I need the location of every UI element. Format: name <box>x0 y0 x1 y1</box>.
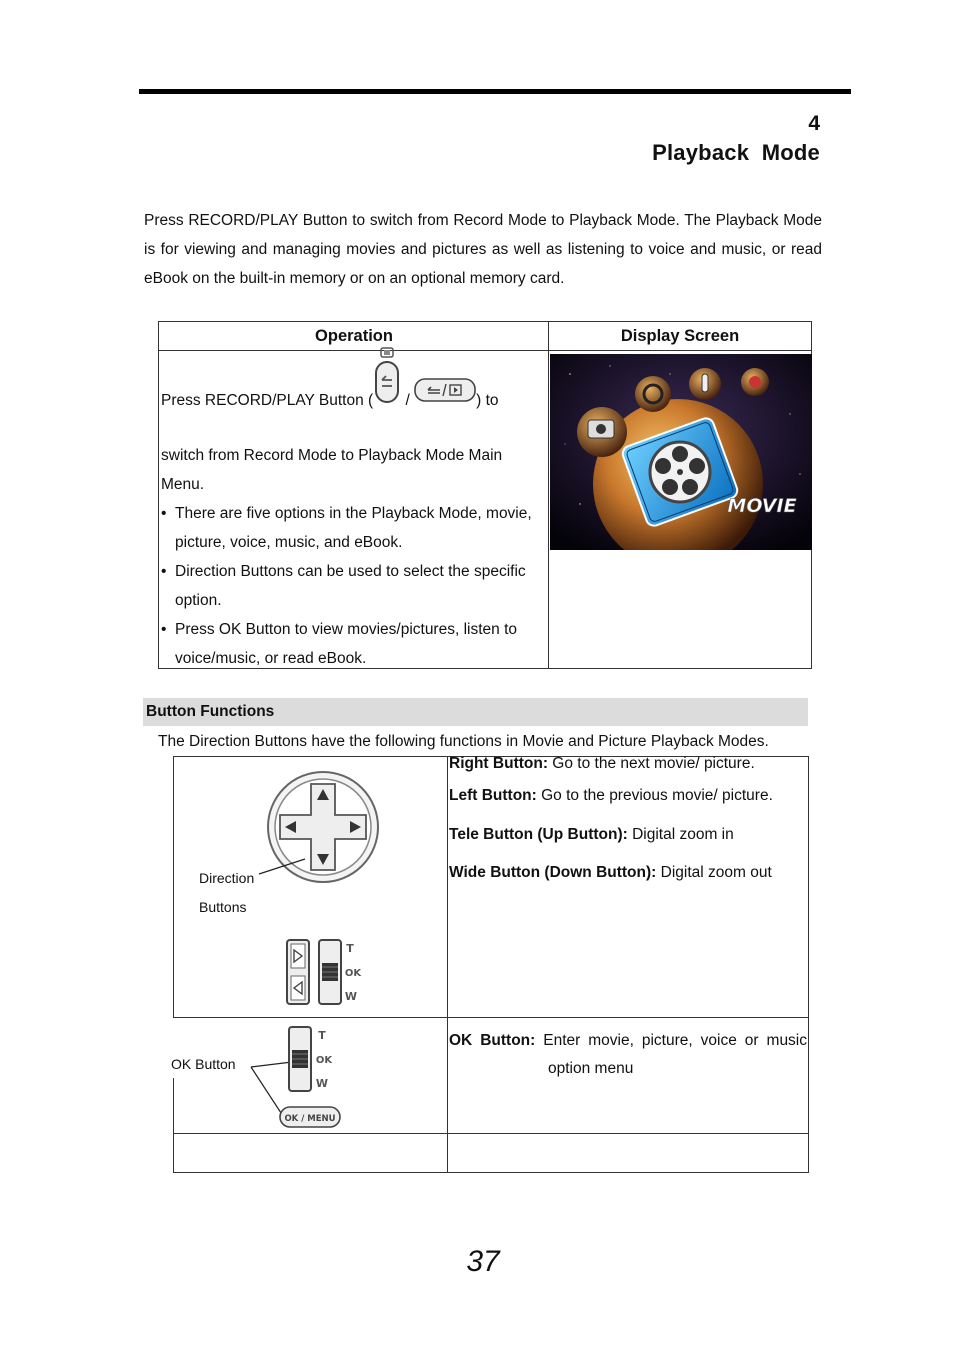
side-buttons-icon <box>284 937 364 1014</box>
ok-icon-wide-letter: W <box>315 1077 329 1090</box>
op-prefix-text: Press RECORD/PLAY Button ( <box>161 392 374 410</box>
intro-paragraph: Press RECORD/PLAY Button to switch from Record Mode to Playback Mode. The Playback Mode is for viewing and managing movies and pictures as well as listening to voice and music, or read eBook on the built-in memory or on an optional memory card. <box>144 212 822 287</box>
direction-pointer-line <box>257 856 307 876</box>
ok-button-desc <box>449 1030 807 1052</box>
operation-header: Operation <box>159 322 549 351</box>
table-border <box>173 1078 174 1173</box>
bullet-item: • Press OK Button to view movies/pictures, listen to voice/music, or read eBook. <box>161 615 546 673</box>
chapter-number: 4 <box>808 112 820 135</box>
table-border <box>173 1017 809 1018</box>
wide-letter: W <box>344 990 358 1003</box>
playback-menu-screenshot <box>550 354 812 550</box>
table-border <box>173 1172 809 1173</box>
record-play-button-icon <box>373 346 401 416</box>
operation-line-1 <box>161 366 546 436</box>
left-button-term: Left Button: <box>449 787 537 804</box>
bullet-item: • Direction Buttons can be used to select the specific option. <box>161 557 546 615</box>
wide-button-desc <box>449 862 772 884</box>
ok-button-desc-line2: option menu <box>548 1060 634 1077</box>
screen-movie-label: MOVIE <box>727 495 797 517</box>
ok-icon-ok-letters: OK <box>315 1055 333 1066</box>
ok-button-label: OK Button <box>171 1056 236 1072</box>
left-button-desc <box>449 785 773 807</box>
right-button-text: Go to the next movie/ picture. <box>548 755 755 772</box>
tele-letter: T <box>346 942 354 955</box>
button-functions-table <box>173 756 809 1173</box>
table-border <box>808 756 809 1173</box>
op-suffix-text: ) to <box>476 392 499 410</box>
direction-label-1: Direction <box>199 870 255 886</box>
table-border <box>173 756 174 1017</box>
ok-button-icon <box>249 1024 349 1139</box>
column-divider <box>548 322 549 668</box>
ok-button-term: OK Button: <box>449 1032 536 1049</box>
page-number: 37 <box>466 1245 500 1278</box>
direction-label-2: Buttons <box>199 899 247 915</box>
left-button-text: Go to the previous movie/ picture. <box>536 787 773 804</box>
tele-button-text: Digital zoom in <box>627 826 734 843</box>
bullet-item: • There are five options in the Playback Mode, movie, picture, voice, music, and eBook. <box>161 499 546 557</box>
tele-button-term: Tele Button (Up Button): <box>449 826 628 843</box>
tele-button-desc <box>449 824 734 846</box>
table-border <box>447 756 448 1173</box>
button-functions-description: The Direction Buttons have the following functions in Movie and Picture Playback Modes. <box>158 733 769 750</box>
record-play-alt-icon <box>414 378 476 412</box>
operation-table <box>158 321 812 669</box>
chapter-title: Playback Mode <box>652 140 820 165</box>
display-screen-header: Display Screen <box>549 322 811 351</box>
ok-button-text: Enter movie, picture, voice or music <box>535 1032 808 1049</box>
operation-bullets <box>161 499 546 673</box>
wide-button-text: Digital zoom out <box>656 864 772 881</box>
button-functions-header: Button Functions <box>143 698 808 726</box>
right-button-desc <box>449 753 755 775</box>
op-separator: / <box>401 392 415 410</box>
operation-cell <box>161 366 546 673</box>
ok-menu-letters: OK / MENU <box>284 1114 336 1124</box>
operation-line-2: switch from Record Mode to Playback Mode Main Menu. <box>161 447 503 493</box>
ok-letters: OK <box>344 968 362 979</box>
ok-icon-tele-letter: T <box>318 1029 326 1042</box>
right-button-term: Right Button: <box>449 755 548 772</box>
top-rule <box>139 89 851 94</box>
wide-button-term: Wide Button (Down Button): <box>449 864 657 881</box>
